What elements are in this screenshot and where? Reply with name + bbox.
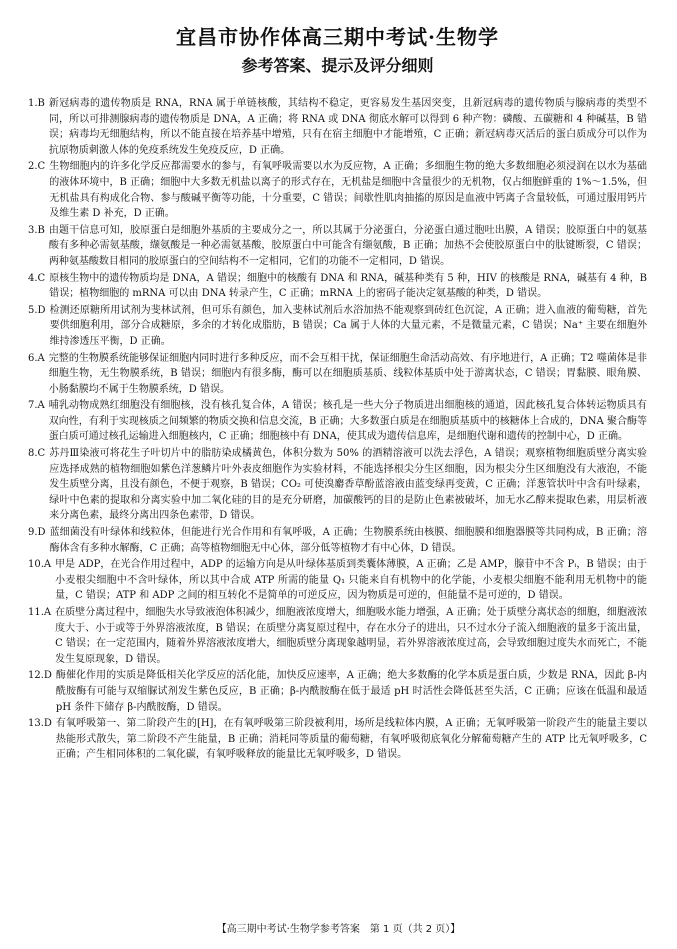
answer-item-9 xyxy=(28,525,647,556)
answer-item-8 xyxy=(28,446,647,524)
page-title: 宜昌市协作体高三期中考试·生物学 xyxy=(176,25,499,49)
answer-explanation: 检测还原糖所用试剂为斐林试剂，但可乐有颜色，加入斐林试剂后水浴加热不能观察到砖红色沉淀，A 正确；进入血液的葡萄糖，首先要供细胞利用，部分合成糖原，多余的才转化成脂肪，B 错误；Ca 属于人体的大量元素，不是微量元素，C 错误；Na⁺ 主要在细胞外维持渗透压平衡，D 正确。 xyxy=(49,304,647,347)
answer-item-7 xyxy=(28,398,647,445)
answer-item-3 xyxy=(28,223,647,270)
answer-explanation: 蓝细菌没有叶绿体和线粒体，但能进行光合作用和有氧呼吸，A 正确；生物膜系统由核膜、细胞膜和细胞器膜等共同构成，B 正确；溶酶体含有多种水解酶，C 正确；高等植物细胞无中心体，部分低等植物才有中心体，D 错误。 xyxy=(49,527,647,554)
answer-item-1 xyxy=(28,96,647,158)
answer-explanation: 哺乳动物成熟红细胞没有细胞核，没有核孔复合体，A 错误；核孔是一些大分子物质进出细胞核的通道，因此核孔复合体转运物质具有双向性，有利于实现核质之间频繁的物质交换和信息交流，B 正确；大多数蛋白质是在细胞质基质中的核糖体上合成的，DNA 聚合酶等蛋白质可通过核孔运输进入细胞核内，C 正确；细胞核中有 DNA，使其成为遗传信息库，是细胞代谢和遗传的控制中心，D 正确。 xyxy=(48,400,647,443)
answer-explanation: 甲是 ADP，在光合作用过程中，ADP 的运输方向是从叶绿体基质到类囊体薄膜，A 正确；乙是 AMP，腺苷中不含 Pᵢ，B 错误；由于小麦根尖细胞中不含叶绿体，所以其中合成 ATP 所需的能量 Q₁ 只能来自有机物中的化学能，小麦根尖细胞不能利用无机物中的能量，C 错误；ATP 和 ADP 之间的相互转化不是简单的可逆反应，因为物质是可逆的，但能量不是可逆的，D 错误。 xyxy=(55,559,647,602)
answer-number: 6.A xyxy=(28,352,45,364)
answer-explanation: 完整的生物膜系统能够保证细胞内同时进行多种反应，而不会互相干扰，保证细胞生命活动高效、有序地进行，A 正确；T2 噬菌体是非细胞生物，无生物膜系统，B 错误；细胞内有很多酶，酶可以在细胞质基质、线粒体基质中处于游离状态，C 错误；胃黏膜、眼角膜、小肠黏膜均不属于生物膜系统，D 错误。 xyxy=(48,352,647,395)
answer-explanation: 生物细胞内的许多化学反应都需要水的参与，有氧呼吸需要以水为反应物，A 正确；多细胞生物的绝大多数细胞必须浸润在以水为基础的液体环境中，B 正确；细胞中大多数无机盐以离子的形式存在，无机盐是细胞中含量很少的无机物，仅占细胞鲜重的 1%～1.5%，但无机盐具有构成化合物、参与酸碱平衡等功能，十分重要，C 错误；间歇性肌肉抽搐的原因是血液中钙离子含量较低，可通过服用钙片及维生素 D 补充，D 正确。 xyxy=(49,161,647,220)
answer-explanation: 由题干信息可知，胶原蛋白是细胞外基质的主要成分之一，所以其属于分泌蛋白，分泌蛋白通过胞吐出膜，A 错误；胶原蛋白中的氨基酸有多种必需氨基酸，缬氨酸是一种必需氨基酸，胶原蛋白中可能含有缬氨酸，B 正确；加热不会使胶原蛋白中的肽键断裂，C 错误；两种氨基酸数目相同的胶原蛋白的空间结构不一定相同，它们的功能不一定相同，D 错误。 xyxy=(48,224,647,267)
answer-number: 3.B xyxy=(28,224,45,236)
answer-explanation: 在质壁分离过程中，细胞失水导致液泡体积减少，细胞液浓度增大，细胞吸水能力增强，A 正确；处于质壁分离状态的细胞，细胞液浓度大于、小于或等于外界溶液浓度，B 错误；在质壁分离复原过程中，存在水分子的进出，只不过水分子流入细胞液的量多于流出量，C 错误；在一定范围内，随着外界溶液浓度增大，细胞质壁分离现象越明显，若外界溶液浓度过高，会导致细胞过度失水而死亡，不能发生复原现象，D 错误。 xyxy=(55,607,647,665)
answer-number: 5.D xyxy=(28,304,46,316)
answer-item-12 xyxy=(28,668,647,715)
answer-number: 2.C xyxy=(28,161,46,173)
page-footer: 【高三期中考试·生物学参考答案 第 1 页（共 2 页）】 xyxy=(216,924,461,935)
page-subtitle: 参考答案、提示及评分细则 xyxy=(241,56,434,75)
answer-number: 12.D xyxy=(28,670,52,682)
answer-number: 13.D xyxy=(28,718,52,730)
answer-explanation: 苏丹Ⅲ染液可将花生子叶切片中的脂肪染成橘黄色，体积分数为 50% 的酒精溶液可以洗去浮色，A 错误；观察植物细胞质壁分离实验应选择成熟的植物细胞如紫色洋葱鳞片叶外表皮细胞作为实验材料，不能选择根尖分生区细胞，因为根尖分生区细胞没有大液泡，不能发生质壁分离，且没有颜色，不便于观察，B 错误；CO₂ 可使溴麝香草酚蓝溶液由蓝变绿再变黄，C 正确；洋葱管状叶中含有叶绿素，绿叶中色素的提取和分离实验中加二氧化硅的目的是充分研磨，加碳酸钙的目的是防止色素被破坏，加无水乙醇来提取色素，用层析液来分离色素，最终分离出四条色素带，D 错误。 xyxy=(49,448,647,522)
answer-number: 4.C xyxy=(28,272,46,284)
answer-item-5 xyxy=(28,303,647,350)
answer-explanation: 新冠病毒的遗传物质是 RNA，RNA 属于单链核酸，其结构不稳定，更容易发生基因突变，且新冠病毒的遗传物质与腺病毒的类型不同，所以可排测腺病毒的遗传物质是 DNA，A 正确；将 RNA 或 DNA 彻底水解可以得到 6 种产物：磷酸、五碳糖和 4 种碱基，B 错误；病毒均无细胞结构，所以不能直接在培养基中增殖，只有在宿主细胞中才能增殖，C 正确；新冠病毒灭活后的蛋白质成分可以作为抗原物质刺激人体的免疫系统发生免疫反应，D 正确。 xyxy=(48,98,647,156)
answer-item-2 xyxy=(28,159,647,221)
answer-number: 10.A xyxy=(28,559,52,571)
answer-item-11 xyxy=(28,605,647,667)
answer-item-10 xyxy=(28,557,647,604)
answer-number: 11.A xyxy=(28,607,52,618)
answer-explanation: 原核生物中的遗传物质均是 DNA，A 错误；细胞中的核酸有 DNA 和 RNA，碱基种类有 5 种，HIV 的核酸是 RNA，碱基有 4 种，B 错误；植物细胞的 mRNA 可以由 DNA 转录产生，C 正确；mRNA 上的密码子能决定氨基酸的种类，D 错误。 xyxy=(49,272,647,300)
answer-number: 8.C xyxy=(28,448,46,460)
answer-explanation: 酶催化作用的实质是降低相关化学反应的活化能，加快反应速率，A 正确；绝大多数酶的化学本质是蛋白质，少数是 RNA，因此 β-内酰胺酶有可能与双缩脲试剂发生紫色反应，B 正确；β-内酰胺酶在低于最适 pH 时活性会降低甚至失活，C 正确；应该在低温和最适 pH 条件下储存 β-内酰胺酶，D 错误。 xyxy=(55,670,647,713)
answer-number: 9.D xyxy=(28,527,46,539)
answer-list xyxy=(28,96,647,763)
answer-item-13 xyxy=(28,716,647,763)
answer-item-4 xyxy=(28,271,647,302)
answer-explanation: 有氧呼吸第一、第二阶段产生的[H]，在有氧呼吸第三阶段被利用，场所是线粒体内膜，A 正确；无氧呼吸第一阶段产生的能量主要以热能形式散失，第二阶段不产生能量，B 正确；消耗同等质量的葡萄糖，有氧呼吸彻底氧化分解葡萄糖产生的 ATP 比无氧呼吸多，C 正确；产生相同体积的二氧化碳，有氧呼吸释放的能量比无氧呼吸多，D 错误。 xyxy=(55,718,647,761)
answer-number: 7.A xyxy=(28,400,45,412)
answer-item-6 xyxy=(28,351,647,398)
answer-number: 1.B xyxy=(28,98,45,109)
